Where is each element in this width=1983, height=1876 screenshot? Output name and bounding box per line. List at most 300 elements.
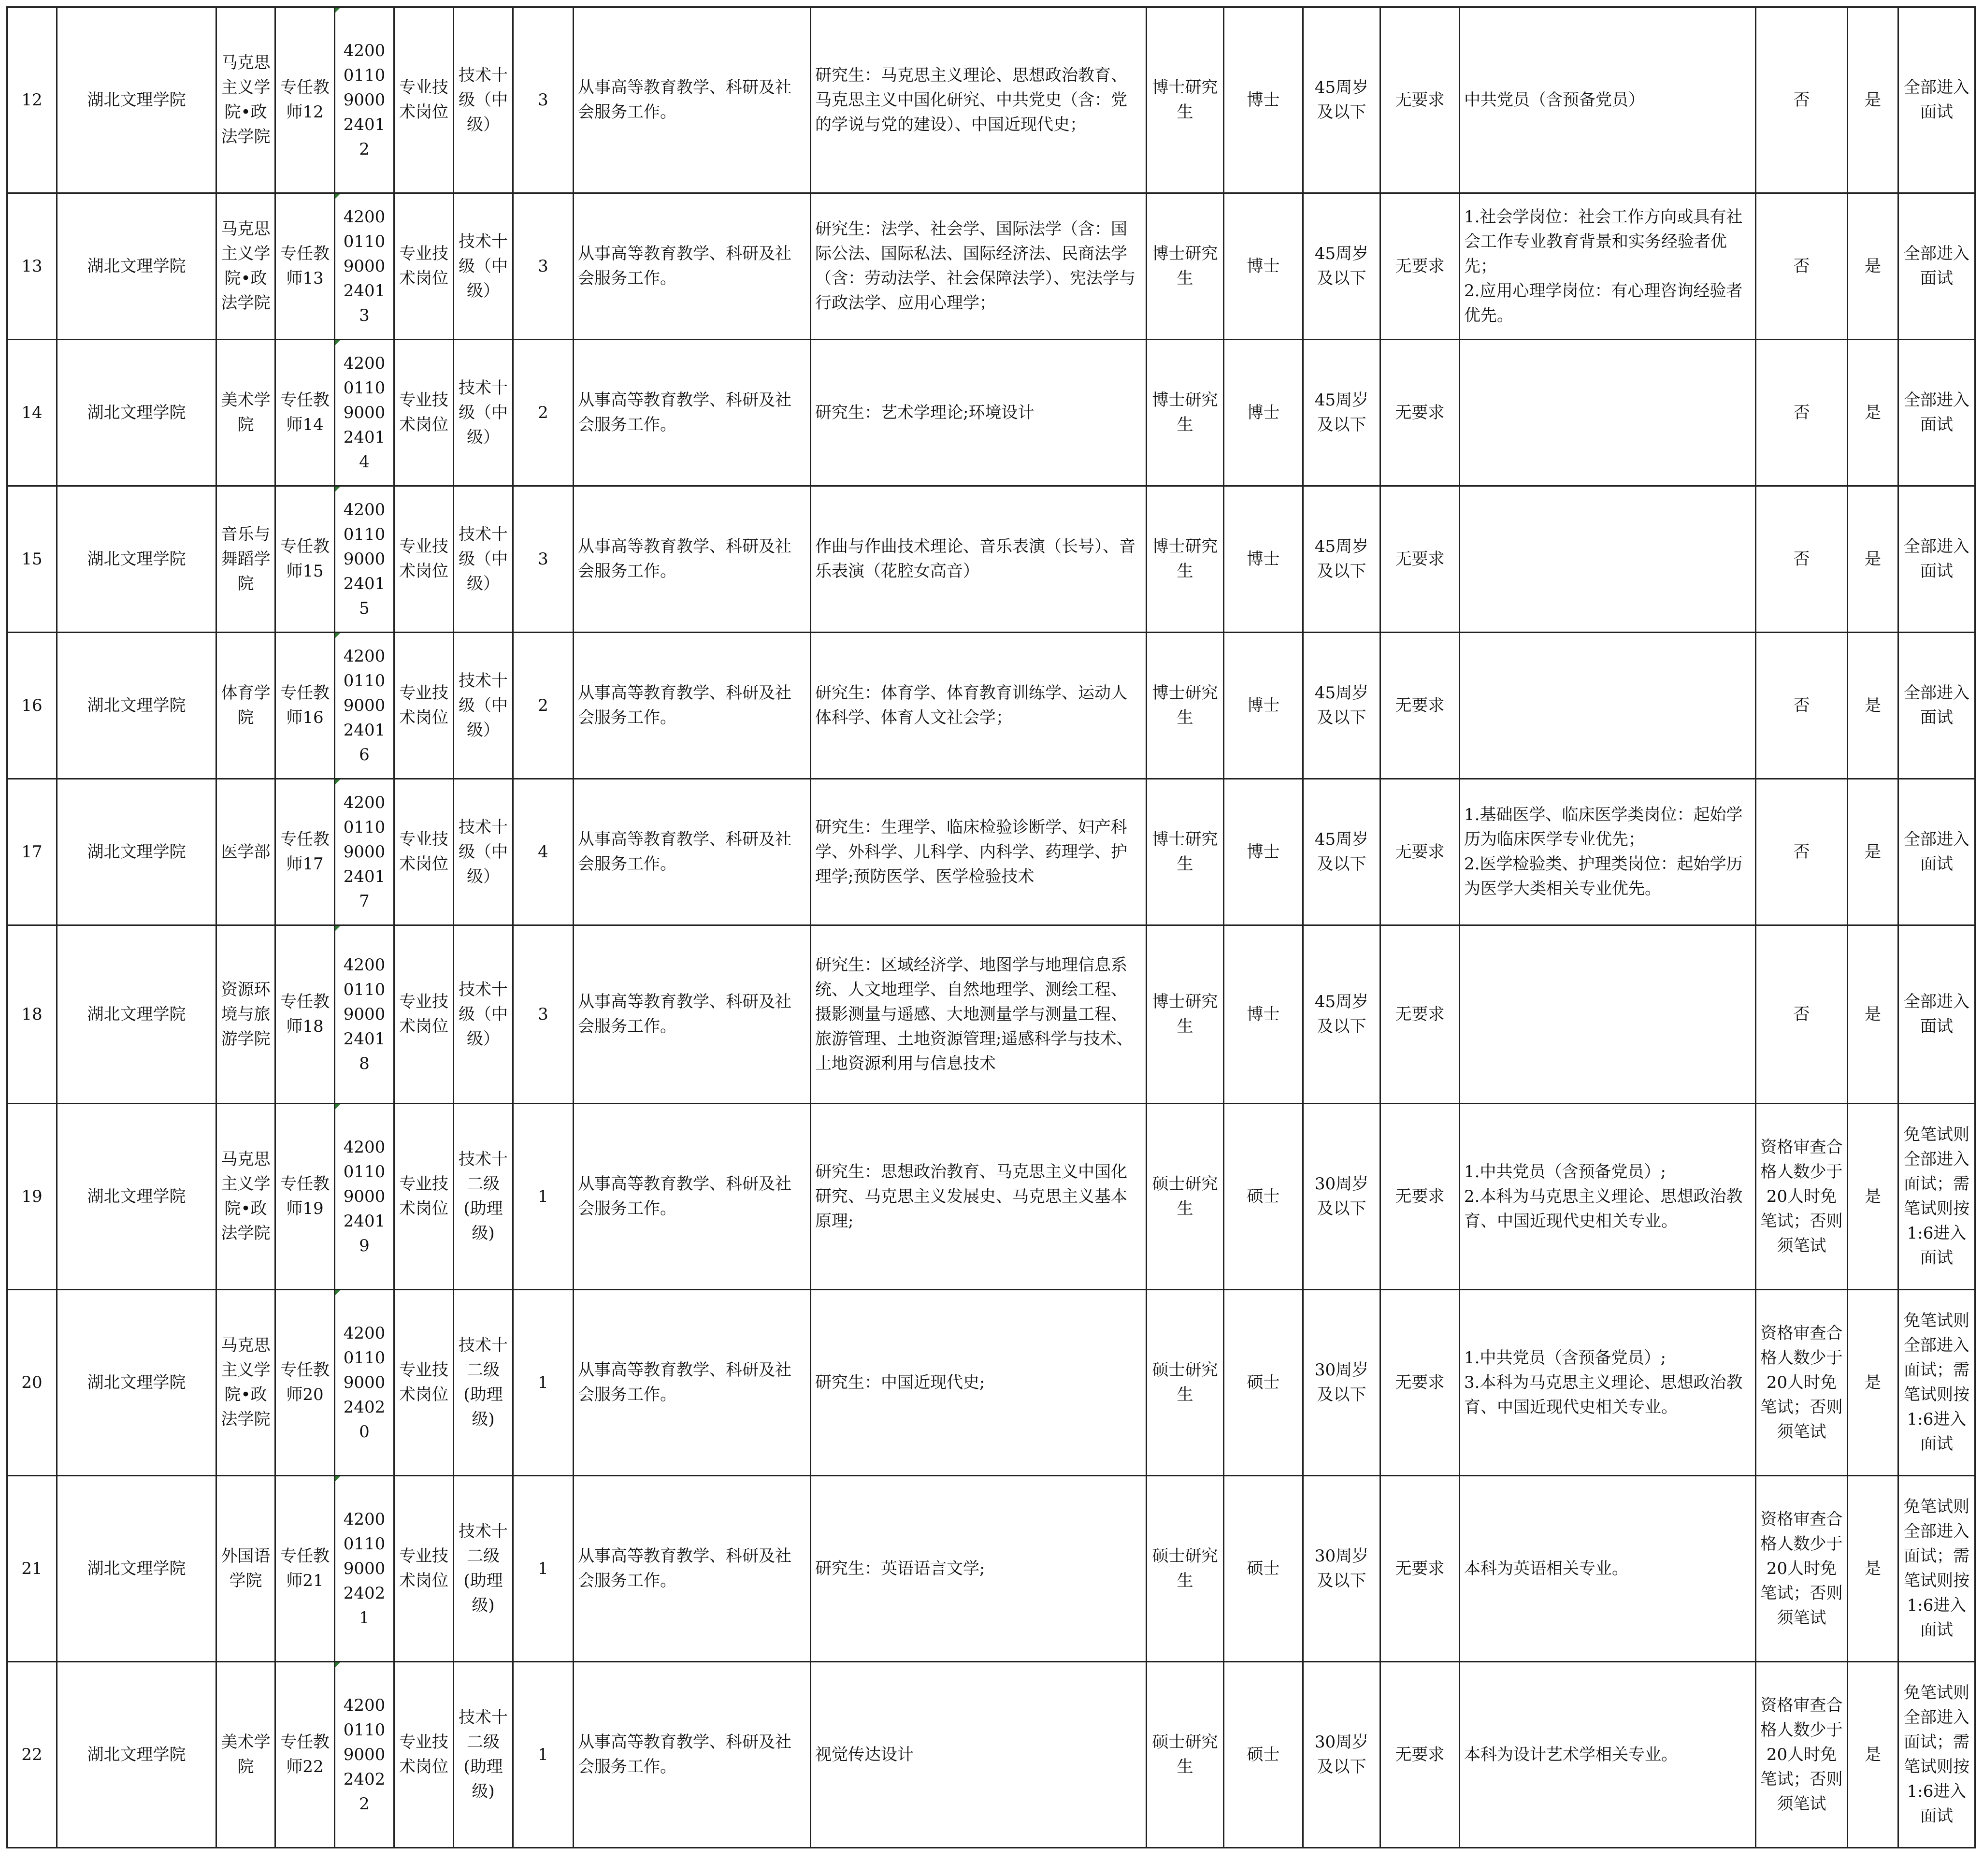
employer-cell <box>57 779 216 925</box>
seq-cell <box>7 779 57 925</box>
major-cell <box>811 340 1147 486</box>
cell-text: 专任教师13 <box>280 244 330 288</box>
cell-text: 技术十级（中级） <box>459 817 508 886</box>
interview-rule-cell <box>1898 633 1975 779</box>
cell-text: 资格审查合格人数少于20人时免笔试；否则须笔试 <box>1760 1137 1843 1255</box>
education-cell <box>1147 633 1224 779</box>
post-category-cell <box>394 193 454 340</box>
count-cell <box>513 925 574 1104</box>
cell-text: 博士 <box>1247 403 1280 422</box>
experience-cell <box>1380 1290 1460 1476</box>
cell-text: 专业技术岗位 <box>399 1732 448 1776</box>
cell-text: 专任教师18 <box>280 992 330 1036</box>
cell-text: 是 <box>1865 1745 1881 1764</box>
cell-text: 22 <box>21 1745 43 1764</box>
cell-text: 1.社会学岗位：社会工作方向或具有社会工作专业教育背景和实务经验者优先； 2.应用心理学岗位：有心理咨询经验者优先。 <box>1464 207 1743 325</box>
cell-text: 博士研究生 <box>1152 78 1218 122</box>
experience-cell <box>1380 1104 1460 1290</box>
written-exam-cell <box>1756 1476 1848 1662</box>
other-requirements-cell <box>1460 1290 1756 1476</box>
cell-text: 无要求 <box>1395 256 1445 276</box>
count-cell <box>513 486 574 633</box>
department-cell <box>216 193 275 340</box>
post-level-cell <box>454 925 513 1104</box>
cell-text: 资源环境与旅游学院 <box>221 980 271 1049</box>
post-category-cell <box>394 633 454 779</box>
interview-cell <box>1848 1476 1898 1662</box>
employer-cell <box>57 7 216 193</box>
cell-text: 湖北文理学院 <box>87 695 186 715</box>
cell-text: 30周岁及以下 <box>1314 1174 1369 1218</box>
department-cell <box>216 779 275 925</box>
degree-cell <box>1224 1662 1303 1848</box>
table-row <box>7 486 1975 633</box>
written-exam-cell <box>1756 340 1848 486</box>
cell-text: 45周岁及以下 <box>1314 78 1369 122</box>
interview-cell <box>1848 779 1898 925</box>
post-level-cell <box>454 193 513 340</box>
education-cell <box>1147 1476 1224 1662</box>
cell-text: 是 <box>1865 842 1881 862</box>
post-code-cell <box>335 925 394 1104</box>
seq-cell <box>7 340 57 486</box>
cell-text: 博士 <box>1247 256 1280 276</box>
post-name-cell <box>275 1662 335 1848</box>
education-cell <box>1147 193 1224 340</box>
cell-text: 专任教师17 <box>280 830 330 874</box>
major-cell <box>811 925 1147 1104</box>
written-exam-cell <box>1756 486 1848 633</box>
duties-cell <box>574 1104 811 1290</box>
cell-text: 从事高等教育教学、科研及社会服务工作。 <box>578 1546 791 1590</box>
cell-text: 技术十级（中级） <box>459 378 508 447</box>
cell-text: 技术十二级(助理级) <box>459 1708 508 1801</box>
written-exam-cell <box>1756 779 1848 925</box>
employer-cell <box>57 340 216 486</box>
post-category-cell <box>394 7 454 193</box>
major-cell <box>811 1290 1147 1476</box>
interview-rule-cell <box>1898 486 1975 633</box>
cell-text: 21 <box>21 1559 43 1578</box>
experience-cell <box>1380 1476 1460 1662</box>
interview-rule-cell <box>1898 340 1975 486</box>
cell-text: 是 <box>1865 695 1881 715</box>
cell-text: 45周岁及以下 <box>1314 683 1369 727</box>
department-cell <box>216 1662 275 1848</box>
cell-text: 硕士 <box>1247 1559 1280 1578</box>
post-level-cell <box>454 486 513 633</box>
cell-text: 无要求 <box>1395 1559 1445 1578</box>
degree-cell <box>1224 925 1303 1104</box>
cell-text: 全部进入面试 <box>1904 244 1969 288</box>
cell-text: 45周岁及以下 <box>1314 830 1369 874</box>
cell-text: 无要求 <box>1395 403 1445 422</box>
cell-text: 13 <box>21 256 43 276</box>
post-name-cell <box>275 1476 335 1662</box>
post-name-cell <box>275 633 335 779</box>
cell-text: 42000110900024019 <box>343 1137 386 1255</box>
age-cell <box>1303 925 1380 1104</box>
cell-text: 全部进入面试 <box>1904 830 1969 874</box>
table-row <box>7 193 1975 340</box>
education-cell <box>1147 1104 1224 1290</box>
experience-cell <box>1380 1662 1460 1848</box>
cell-text: 42000110900024018 <box>343 955 386 1073</box>
department-cell <box>216 1476 275 1662</box>
cell-text: 2 <box>538 695 548 715</box>
employer-cell <box>57 925 216 1104</box>
count-cell <box>513 1662 574 1848</box>
cell-text: 博士研究生 <box>1152 992 1218 1036</box>
cell-text: 博士研究生 <box>1152 537 1218 581</box>
interview-cell <box>1848 1662 1898 1848</box>
written-exam-cell <box>1756 193 1848 340</box>
interview-rule-cell <box>1898 1104 1975 1290</box>
table-row <box>7 1290 1975 1476</box>
degree-cell <box>1224 633 1303 779</box>
duties-cell <box>574 486 811 633</box>
major-cell <box>811 1476 1147 1662</box>
degree-cell <box>1224 7 1303 193</box>
cell-text: 湖北文理学院 <box>87 256 186 276</box>
cell-text: 研究生：艺术学理论;环境设计 <box>815 403 1035 422</box>
major-cell <box>811 779 1147 925</box>
seq-cell <box>7 1290 57 1476</box>
count-cell <box>513 340 574 486</box>
cell-text: 资格审查合格人数少于20人时免笔试；否则须笔试 <box>1760 1509 1843 1628</box>
written-exam-cell <box>1756 1290 1848 1476</box>
cell-text: 专任教师21 <box>280 1546 330 1590</box>
age-cell <box>1303 486 1380 633</box>
count-cell <box>513 779 574 925</box>
cell-text: 专任教师22 <box>280 1732 330 1776</box>
cell-text: 从事高等教育教学、科研及社会服务工作。 <box>578 1732 791 1776</box>
written-exam-cell <box>1756 633 1848 779</box>
cell-text: 博士 <box>1247 90 1280 110</box>
other-requirements-cell <box>1460 779 1756 925</box>
cell-text: 1 <box>538 1372 548 1392</box>
cell-text: 技术十二级(助理级) <box>459 1150 508 1243</box>
degree-cell <box>1224 1290 1303 1476</box>
cell-text: 硕士研究生 <box>1152 1174 1218 1218</box>
duties-cell <box>574 779 811 925</box>
cell-text: 否 <box>1793 1004 1810 1024</box>
post-level-cell <box>454 779 513 925</box>
degree-cell <box>1224 779 1303 925</box>
department-cell <box>216 340 275 486</box>
cell-text: 45周岁及以下 <box>1314 244 1369 288</box>
table-row <box>7 779 1975 925</box>
degree-cell <box>1224 1104 1303 1290</box>
education-cell <box>1147 340 1224 486</box>
duties-cell <box>574 1662 811 1848</box>
education-cell <box>1147 1662 1224 1848</box>
cell-text: 技术十二级(助理级) <box>459 1522 508 1615</box>
cell-text: 博士研究生 <box>1152 683 1218 727</box>
cell-text: 美术学院 <box>221 390 271 434</box>
cell-text: 技术十级（中级） <box>459 671 508 740</box>
cell-text: 中共党员（含预备党员） <box>1464 90 1645 110</box>
cell-text: 42000110900024016 <box>343 646 386 765</box>
cell-text: 视觉传达设计 <box>815 1745 914 1764</box>
seq-cell <box>7 193 57 340</box>
table-body <box>7 7 1975 1848</box>
post-name-cell <box>275 1290 335 1476</box>
cell-text: 是 <box>1865 1372 1881 1392</box>
cell-text: 研究生：马克思主义理论、思想政治教育、马克思主义中国化研究、中共党史（含：党的学说与党的建设）、中国近现代史； <box>815 65 1127 134</box>
experience-cell <box>1380 340 1460 486</box>
count-cell <box>513 7 574 193</box>
cell-text: 湖北文理学院 <box>87 1372 186 1392</box>
post-name-cell <box>275 193 335 340</box>
seq-cell <box>7 7 57 193</box>
cell-text: 专业技术岗位 <box>399 537 448 581</box>
post-level-cell <box>454 633 513 779</box>
post-code-cell <box>335 340 394 486</box>
cell-text: 42000110900024013 <box>343 207 386 325</box>
seq-cell <box>7 1104 57 1290</box>
cell-text: 16 <box>21 695 43 715</box>
cell-text: 从事高等教育教学、科研及社会服务工作。 <box>578 830 791 874</box>
major-cell <box>811 1104 1147 1290</box>
major-cell <box>811 7 1147 193</box>
major-cell <box>811 193 1147 340</box>
education-cell <box>1147 779 1224 925</box>
cell-text: 技术十级（中级） <box>459 65 508 134</box>
cell-text: 专业技术岗位 <box>399 390 448 434</box>
cell-text: 博士 <box>1247 1004 1280 1024</box>
cell-text: 3 <box>538 90 548 110</box>
cell-text: 全部进入面试 <box>1904 78 1969 122</box>
cell-text: 专任教师12 <box>280 78 330 122</box>
age-cell <box>1303 193 1380 340</box>
written-exam-cell <box>1756 925 1848 1104</box>
department-cell <box>216 633 275 779</box>
age-cell <box>1303 1476 1380 1662</box>
table-row <box>7 1476 1975 1662</box>
cell-text: 从事高等教育教学、科研及社会服务工作。 <box>578 537 791 581</box>
cell-text: 湖北文理学院 <box>87 1745 186 1764</box>
education-cell <box>1147 7 1224 193</box>
cell-text: 全部进入面试 <box>1904 992 1969 1036</box>
age-cell <box>1303 340 1380 486</box>
cell-text: 是 <box>1865 90 1881 110</box>
cell-text: 4 <box>538 842 548 862</box>
cell-text: 否 <box>1793 695 1810 715</box>
cell-text: 是 <box>1865 403 1881 422</box>
cell-text: 湖北文理学院 <box>87 1004 186 1024</box>
major-cell <box>811 1662 1147 1848</box>
cell-text: 从事高等教育教学、科研及社会服务工作。 <box>578 992 791 1036</box>
employer-cell <box>57 486 216 633</box>
cell-text: 研究生：思想政治教育、马克思主义中国化研究、马克思主义发展史、马克思主义基本原理; <box>815 1162 1127 1231</box>
seq-cell <box>7 1662 57 1848</box>
degree-cell <box>1224 193 1303 340</box>
other-requirements-cell <box>1460 486 1756 633</box>
education-cell <box>1147 1290 1224 1476</box>
interview-cell <box>1848 1104 1898 1290</box>
department-cell <box>216 7 275 193</box>
cell-text: 马克思主义学院•政法学院 <box>221 53 271 146</box>
cell-text: 博士研究生 <box>1152 244 1218 288</box>
experience-cell <box>1380 7 1460 193</box>
cell-text: 30周岁及以下 <box>1314 1546 1369 1590</box>
department-cell <box>216 925 275 1104</box>
cell-text: 本科为设计艺术学相关专业。 <box>1464 1745 1678 1764</box>
cell-text: 12 <box>21 90 43 110</box>
cell-text: 免笔试则全部进入面试；需笔试则按1:6进入面试 <box>1904 1497 1969 1640</box>
employer-cell <box>57 193 216 340</box>
interview-cell <box>1848 193 1898 340</box>
employer-cell <box>57 1662 216 1848</box>
cell-text: 外国语学院 <box>221 1546 271 1590</box>
age-cell <box>1303 633 1380 779</box>
cell-text: 1 <box>538 1559 548 1578</box>
cell-text: 免笔试则全部进入面试；需笔试则按1:6进入面试 <box>1904 1311 1969 1454</box>
cell-text: 无要求 <box>1395 549 1445 569</box>
cell-text: 42000110900024012 <box>343 41 386 159</box>
cell-text: 研究生：体育学、体育教育训练学、运动人体科学、体育人文社会学； <box>815 683 1127 727</box>
cell-text: 技术十级（中级） <box>459 980 508 1049</box>
cell-text: 从事高等教育教学、科研及社会服务工作。 <box>578 683 791 727</box>
cell-text: 3 <box>538 256 548 276</box>
cell-text: 17 <box>21 842 43 862</box>
cell-text: 硕士 <box>1247 1372 1280 1392</box>
cell-text: 硕士 <box>1247 1745 1280 1764</box>
table-row <box>7 1662 1975 1848</box>
cell-text: 湖北文理学院 <box>87 90 186 110</box>
other-requirements-cell <box>1460 193 1756 340</box>
cell-text: 45周岁及以下 <box>1314 537 1369 581</box>
interview-rule-cell <box>1898 779 1975 925</box>
cell-text: 30周岁及以下 <box>1314 1732 1369 1776</box>
cell-text: 研究生：中国近现代史; <box>815 1372 985 1392</box>
other-requirements-cell <box>1460 633 1756 779</box>
count-cell <box>513 1476 574 1662</box>
count-cell <box>513 1290 574 1476</box>
other-requirements-cell <box>1460 7 1756 193</box>
cell-text: 研究生：生理学、临床检验诊断学、妇产科学、外科学、儿科学、内科学、药理学、护理学;预防医学、医学检验技术 <box>815 817 1127 886</box>
cell-text: 否 <box>1793 256 1810 276</box>
department-cell <box>216 1290 275 1476</box>
age-cell <box>1303 1104 1380 1290</box>
cell-text: 专业技术岗位 <box>399 244 448 288</box>
interview-cell <box>1848 925 1898 1104</box>
cell-text: 从事高等教育教学、科研及社会服务工作。 <box>578 244 791 288</box>
cell-text: 马克思主义学院•政法学院 <box>221 1150 271 1243</box>
cell-text: 是 <box>1865 549 1881 569</box>
cell-text: 专任教师16 <box>280 683 330 727</box>
seq-cell <box>7 633 57 779</box>
interview-cell <box>1848 1290 1898 1476</box>
post-category-cell <box>394 340 454 486</box>
post-code-cell <box>335 193 394 340</box>
interview-cell <box>1848 340 1898 486</box>
cell-text: 技术十级（中级） <box>459 231 508 301</box>
cell-text: 45周岁及以下 <box>1314 390 1369 434</box>
cell-text: 1 <box>538 1745 548 1764</box>
cell-text: 专业技术岗位 <box>399 1546 448 1590</box>
written-exam-cell <box>1756 7 1848 193</box>
interview-rule-cell <box>1898 1290 1975 1476</box>
post-level-cell <box>454 7 513 193</box>
cell-text: 无要求 <box>1395 842 1445 862</box>
employer-cell <box>57 1290 216 1476</box>
post-level-cell <box>454 1662 513 1848</box>
cell-text: 是 <box>1865 1186 1881 1206</box>
cell-text: 无要求 <box>1395 695 1445 715</box>
table-row <box>7 7 1975 193</box>
cell-text: 研究生：英语语言文学; <box>815 1559 985 1578</box>
duties-cell <box>574 193 811 340</box>
cell-text: 博士 <box>1247 842 1280 862</box>
post-name-cell <box>275 7 335 193</box>
post-category-cell <box>394 1476 454 1662</box>
post-category-cell <box>394 779 454 925</box>
cell-text: 42000110900024020 <box>343 1323 386 1442</box>
recruitment-table <box>6 6 1976 1848</box>
seq-cell <box>7 486 57 633</box>
cell-text: 医学部 <box>221 842 271 862</box>
duties-cell <box>574 633 811 779</box>
cell-text: 3 <box>538 549 548 569</box>
table-row <box>7 633 1975 779</box>
experience-cell <box>1380 925 1460 1104</box>
department-cell <box>216 486 275 633</box>
seq-cell <box>7 1476 57 1662</box>
cell-text: 专任教师20 <box>280 1360 330 1404</box>
interview-rule-cell <box>1898 7 1975 193</box>
post-code-cell <box>335 7 394 193</box>
post-code-cell <box>335 779 394 925</box>
interview-cell <box>1848 7 1898 193</box>
cell-text: 湖北文理学院 <box>87 1559 186 1578</box>
age-cell <box>1303 7 1380 193</box>
education-cell <box>1147 925 1224 1104</box>
experience-cell <box>1380 486 1460 633</box>
cell-text: 无要求 <box>1395 1004 1445 1024</box>
post-name-cell <box>275 340 335 486</box>
cell-text: 从事高等教育教学、科研及社会服务工作。 <box>578 1360 791 1404</box>
degree-cell <box>1224 486 1303 633</box>
cell-text: 42000110900024017 <box>343 793 386 911</box>
post-code-cell <box>335 1290 394 1476</box>
cell-text: 无要求 <box>1395 90 1445 110</box>
age-cell <box>1303 779 1380 925</box>
cell-text: 无要求 <box>1395 1186 1445 1206</box>
cell-text: 从事高等教育教学、科研及社会服务工作。 <box>578 78 791 122</box>
other-requirements-cell <box>1460 1476 1756 1662</box>
cell-text: 马克思主义学院•政法学院 <box>221 1336 271 1429</box>
cell-text: 42000110900024021 <box>343 1509 386 1628</box>
post-category-cell <box>394 1662 454 1848</box>
written-exam-cell <box>1756 1104 1848 1290</box>
post-name-cell <box>275 486 335 633</box>
cell-text: 42000110900024022 <box>343 1695 386 1814</box>
cell-text: 2 <box>538 403 548 422</box>
other-requirements-cell <box>1460 925 1756 1104</box>
degree-cell <box>1224 1476 1303 1662</box>
cell-text: 42000110900024015 <box>343 500 386 618</box>
post-level-cell <box>454 1104 513 1290</box>
cell-text: 本科为英语相关专业。 <box>1464 1559 1628 1578</box>
other-requirements-cell <box>1460 340 1756 486</box>
cell-text: 3 <box>538 1004 548 1024</box>
interview-cell <box>1848 633 1898 779</box>
cell-text: 湖北文理学院 <box>87 549 186 569</box>
experience-cell <box>1380 633 1460 779</box>
duties-cell <box>574 925 811 1104</box>
